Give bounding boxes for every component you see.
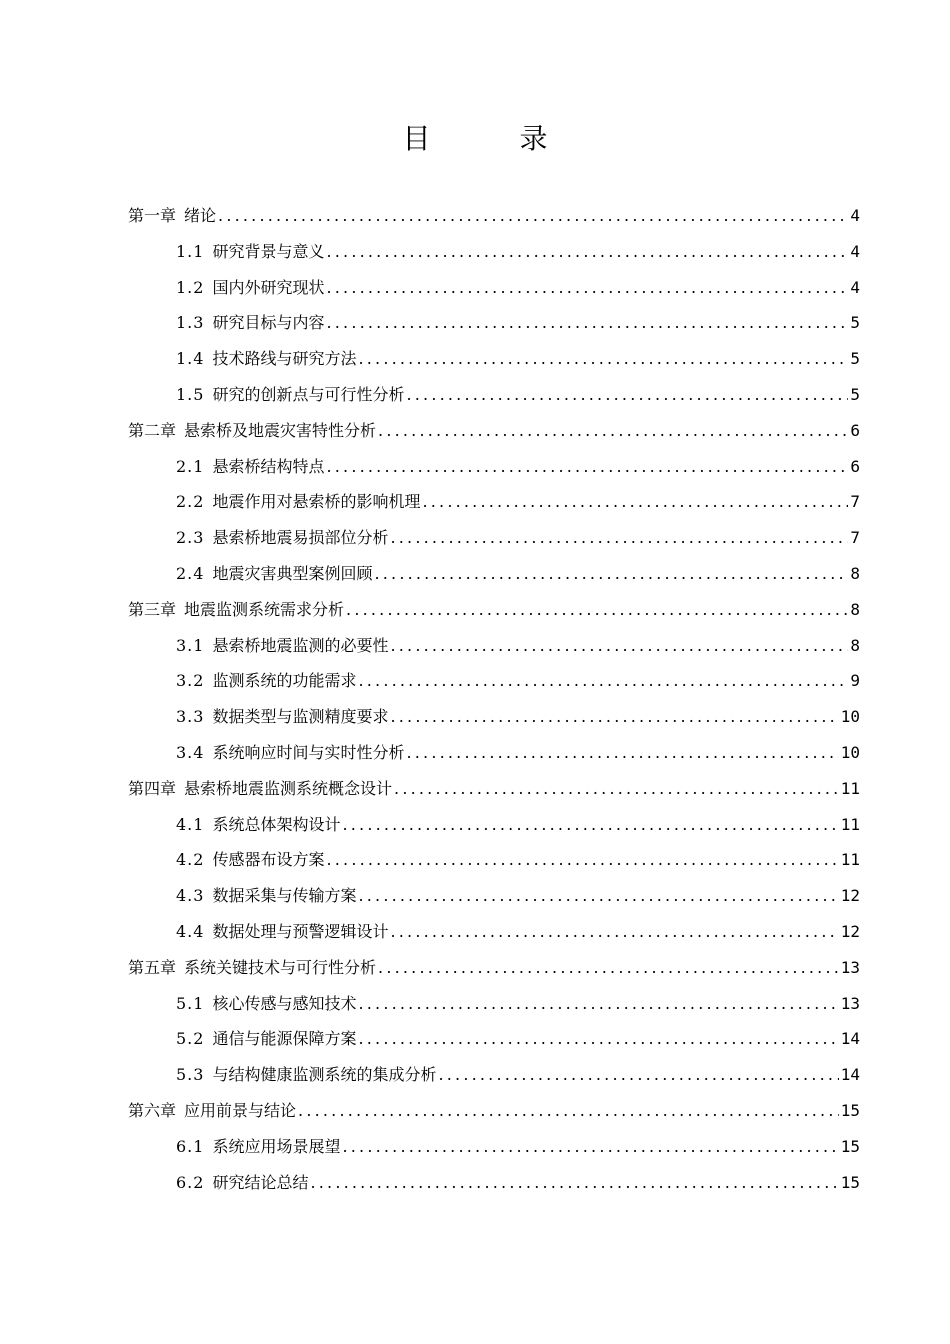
toc-page-number: 5 <box>850 384 860 404</box>
page-title: 目 录 <box>402 122 588 155</box>
toc-entry-number: 3.4 <box>176 742 205 762</box>
toc-page-number: 10 <box>840 707 860 727</box>
toc-page-number: 15 <box>840 1136 860 1156</box>
toc-entry-title: 通信与能源保障方案 <box>212 1029 357 1049</box>
toc-entry-number: 第一章 <box>128 206 177 225</box>
toc-entry-number: 2.2 <box>176 492 205 512</box>
toc-entry-title: 研究的创新点与可行性分析 <box>212 384 405 404</box>
toc-entry-number: 第五章 <box>128 957 177 977</box>
toc-entry-number: 3.3 <box>176 707 205 727</box>
table-of-contents <box>128 198 860 1200</box>
toc-dot-leader <box>218 198 848 234</box>
toc-section-entry[interactable] <box>128 986 860 1022</box>
toc-section-entry[interactable] <box>128 449 860 485</box>
toc-dot-leader <box>346 592 848 628</box>
toc-page-number: 15 <box>840 1100 860 1120</box>
toc-dot-leader <box>358 663 848 699</box>
toc-page-number: 4 <box>850 206 860 225</box>
toc-page-number: 14 <box>840 1029 860 1049</box>
toc-entry-title: 地震作用对悬索桥的影响机理 <box>212 492 421 512</box>
toc-dot-leader <box>378 950 839 986</box>
toc-entry-title: 技术路线与研究方法 <box>212 349 357 369</box>
toc-entry-title: 系统响应时间与实时性分析 <box>212 742 405 762</box>
toc-section-entry[interactable] <box>128 234 860 270</box>
toc-section-entry[interactable] <box>128 807 860 843</box>
toc-entry-title: 研究结论总结 <box>212 1172 309 1192</box>
toc-page-number: 6 <box>850 456 860 476</box>
toc-dot-leader <box>326 449 848 485</box>
toc-entry-number: 1.1 <box>176 241 205 261</box>
toc-chapter-entry[interactable] <box>128 413 860 449</box>
toc-entry-number: 4.3 <box>176 886 205 906</box>
toc-dot-leader <box>374 556 848 592</box>
toc-page-number: 4 <box>850 241 860 261</box>
toc-entry-number: 1.4 <box>176 349 205 369</box>
toc-section-entry[interactable] <box>128 377 860 413</box>
toc-page-number: 5 <box>850 349 860 369</box>
toc-page-number: 7 <box>850 492 860 512</box>
toc-page-number: 11 <box>840 814 860 834</box>
toc-dot-leader <box>358 341 848 377</box>
toc-entry-title: 研究背景与意义 <box>212 241 325 261</box>
toc-dot-leader <box>438 1057 838 1093</box>
toc-dot-leader <box>358 986 838 1022</box>
toc-dot-leader <box>326 305 848 341</box>
toc-entry-number: 第三章 <box>128 599 177 619</box>
toc-entry-title: 数据类型与监测精度要求 <box>212 707 389 727</box>
toc-entry-title: 监测系统的功能需求 <box>212 671 357 691</box>
toc-section-entry[interactable] <box>128 520 860 556</box>
toc-entry-title: 系统总体架构设计 <box>212 814 341 834</box>
toc-section-entry[interactable] <box>128 1057 860 1093</box>
toc-dot-leader <box>326 234 848 270</box>
toc-dot-leader <box>310 1165 838 1201</box>
toc-page-number: 4 <box>850 277 860 297</box>
toc-section-entry[interactable] <box>128 305 860 341</box>
toc-page-number: 15 <box>840 1172 860 1192</box>
toc-dot-leader <box>390 914 838 950</box>
toc-entry-number: 第四章 <box>128 778 177 798</box>
toc-page-number: 7 <box>850 528 860 548</box>
toc-dot-leader <box>406 735 838 771</box>
toc-entry-title: 系统应用场景展望 <box>212 1136 341 1156</box>
toc-entry-title: 传感器布设方案 <box>212 850 325 870</box>
toc-entry-number: 第二章 <box>128 420 177 440</box>
toc-entry-title: 地震监测系统需求分析 <box>184 599 345 619</box>
toc-dot-leader <box>390 699 838 735</box>
toc-entry-number: 2.1 <box>176 456 205 476</box>
toc-dot-leader <box>326 842 838 878</box>
toc-dot-leader <box>406 377 848 413</box>
toc-entry-number: 1.2 <box>176 277 205 297</box>
toc-entry-title: 国内外研究现状 <box>212 277 325 297</box>
toc-section-entry[interactable] <box>128 842 860 878</box>
toc-dot-leader <box>394 771 839 807</box>
toc-dot-leader <box>326 270 848 306</box>
toc-page-number: 14 <box>840 1065 860 1085</box>
toc-page-number: 8 <box>850 563 860 583</box>
toc-entry-title: 研究目标与内容 <box>212 313 325 333</box>
toc-dot-leader <box>390 628 848 664</box>
toc-entry-number: 6.1 <box>176 1136 205 1156</box>
toc-entry-title: 悬索桥结构特点 <box>212 456 325 476</box>
toc-entry-number: 第六章 <box>128 1100 177 1120</box>
toc-entry-number: 5.1 <box>176 993 205 1013</box>
toc-entry-number: 5.3 <box>176 1065 205 1085</box>
toc-section-entry[interactable] <box>128 914 860 950</box>
toc-page-number: 6 <box>850 420 860 440</box>
toc-entry-title: 悬索桥及地震灾害特性分析 <box>184 420 377 440</box>
toc-section-entry[interactable] <box>128 628 860 664</box>
toc-entry-title: 悬索桥地震监测系统概念设计 <box>184 778 393 798</box>
toc-entry-title: 绪论 <box>184 206 217 225</box>
toc-section-entry[interactable] <box>128 1129 860 1165</box>
toc-entry-number: 1.5 <box>176 384 205 404</box>
toc-entry-title: 核心传感与感知技术 <box>212 993 357 1013</box>
toc-entry-number: 6.2 <box>176 1172 205 1192</box>
toc-entry-number: 2.3 <box>176 528 205 548</box>
toc-section-entry[interactable] <box>128 270 860 306</box>
toc-page-number: 13 <box>840 993 860 1013</box>
toc-dot-leader <box>390 520 848 556</box>
toc-page-number: 12 <box>840 886 860 906</box>
toc-chapter-entry[interactable] <box>128 198 860 234</box>
toc-dot-leader <box>298 1093 839 1129</box>
toc-section-entry[interactable] <box>128 556 860 592</box>
toc-section-entry[interactable] <box>128 1165 860 1201</box>
toc-entry-number: 4.4 <box>176 921 205 941</box>
toc-entry-title: 系统关键技术与可行性分析 <box>184 957 377 977</box>
toc-section-entry[interactable] <box>128 1021 860 1057</box>
toc-dot-leader <box>342 1129 838 1165</box>
toc-entry-title: 地震灾害典型案例回顾 <box>212 563 373 583</box>
toc-dot-leader <box>422 484 848 520</box>
toc-section-entry[interactable] <box>128 878 860 914</box>
toc-page-number: 13 <box>840 957 860 977</box>
toc-page-number: 9 <box>850 671 860 691</box>
toc-entry-title: 悬索桥地震易损部位分析 <box>212 528 389 548</box>
toc-entry-number: 3.1 <box>176 635 205 655</box>
toc-section-entry[interactable] <box>128 663 860 699</box>
toc-page-number: 5 <box>850 313 860 333</box>
toc-page-number: 11 <box>840 778 860 798</box>
toc-section-entry[interactable] <box>128 341 860 377</box>
toc-page-number: 12 <box>840 921 860 941</box>
toc-entry-number: 3.2 <box>176 671 205 691</box>
toc-entry-number: 1.3 <box>176 313 205 333</box>
toc-entry-number: 4.1 <box>176 814 205 834</box>
toc-dot-leader <box>378 413 848 449</box>
toc-entry-title: 悬索桥地震监测的必要性 <box>212 635 389 655</box>
toc-page-number: 10 <box>840 742 860 762</box>
toc-page-number: 8 <box>850 635 860 655</box>
toc-entry-title: 与结构健康监测系统的集成分析 <box>212 1065 437 1085</box>
toc-entry-number: 4.2 <box>176 850 205 870</box>
toc-entry-title: 数据处理与预警逻辑设计 <box>212 921 389 941</box>
toc-section-entry[interactable] <box>128 735 860 771</box>
toc-chapter-entry[interactable] <box>128 950 860 986</box>
toc-section-entry[interactable] <box>128 699 860 735</box>
toc-entry-number: 2.4 <box>176 563 205 583</box>
toc-dot-leader <box>358 878 838 914</box>
toc-section-entry[interactable] <box>128 484 860 520</box>
toc-entry-title: 应用前景与结论 <box>184 1100 297 1120</box>
toc-chapter-entry[interactable] <box>128 592 860 628</box>
toc-chapter-entry[interactable] <box>128 1093 860 1129</box>
toc-page-number: 11 <box>840 850 860 870</box>
toc-page-number: 8 <box>850 599 860 619</box>
toc-chapter-entry[interactable] <box>128 771 860 807</box>
toc-dot-leader <box>342 807 838 843</box>
toc-entry-number: 5.2 <box>176 1029 205 1049</box>
toc-dot-leader <box>358 1021 838 1057</box>
toc-entry-title: 数据采集与传输方案 <box>212 886 357 906</box>
